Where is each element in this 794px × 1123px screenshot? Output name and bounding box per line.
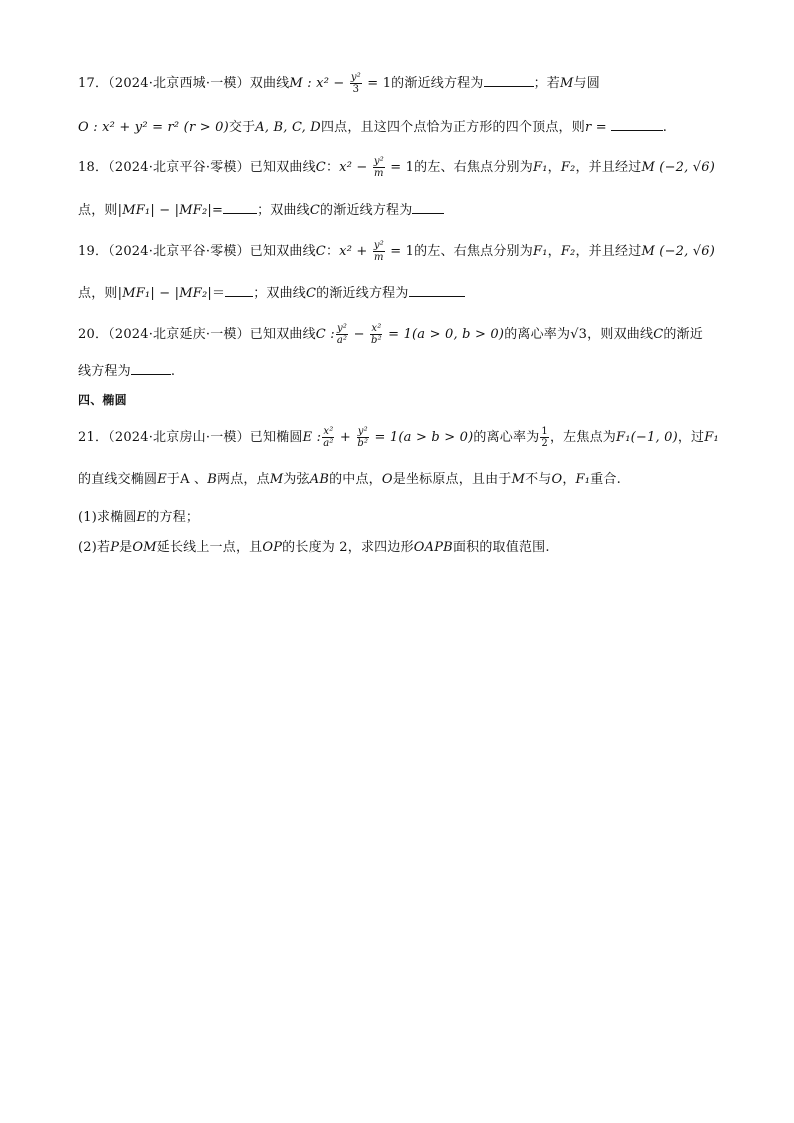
q21-l2-AB: AB (309, 472, 330, 487)
q19-F2: F₂ (560, 244, 576, 259)
q20-blank[interactable] (131, 362, 171, 375)
q21-line2 (78, 468, 621, 487)
q19-frac-den: m (374, 252, 384, 263)
q21-part2-text: (2)若 (78, 540, 111, 555)
q21-l2-m6: ， (562, 472, 576, 487)
q18-colon: ： (325, 160, 340, 175)
q19-blank-2[interactable] (409, 284, 465, 297)
section-heading: 四、椭圆 (78, 393, 127, 407)
q19-M: M (−2, √6) (641, 244, 716, 259)
q21-l2-E: E (157, 472, 167, 487)
q20-fraction-2 (370, 323, 383, 346)
q21-part2-OM: OM (132, 540, 157, 555)
q17-mid2: 交于 (228, 120, 256, 135)
q18-M: M (−2, √6) (641, 160, 716, 175)
q20-C: C : (315, 327, 335, 342)
q17-M: M (559, 76, 574, 91)
q18-fraction (373, 156, 385, 179)
q17-end: ；若 (533, 76, 560, 91)
q18-blank-2[interactable] (412, 201, 444, 214)
q18-frac-num: y² (373, 156, 384, 167)
q21-fraction-2 (356, 426, 369, 449)
q21-frac1-den: a² (323, 438, 334, 449)
q20-frac2-den: b² (371, 335, 382, 346)
q18-F2: F₂ (560, 160, 576, 175)
q20-tail: ，则双曲线 (587, 327, 654, 342)
q19-start: 点，则 (78, 286, 118, 301)
q20-eq: = 1(a > 0, b > 0) (383, 327, 505, 342)
q21-l2-m3: 的中点， (329, 472, 382, 487)
q18-C2: C (309, 203, 321, 218)
q17-line1 (78, 72, 600, 95)
q20-C2: C (653, 327, 664, 342)
q21-l2-M: M (269, 472, 284, 487)
q19-prefix: 19．（2024·北京平谷·零模）已知双曲线 (78, 244, 316, 259)
q17-r: r = (584, 120, 607, 135)
q21-l2-end: 重合. (590, 472, 621, 487)
q19-sep: ， (547, 244, 561, 259)
q21-frac2-den: b² (357, 438, 369, 449)
q19-C2: C (306, 286, 317, 301)
q19-C: C (315, 244, 326, 259)
q21-l2-mid: 于A 、 (166, 472, 208, 487)
q21-part2-d: 面积的取值范围. (452, 540, 550, 555)
q19-F1: F₁ (532, 244, 548, 259)
q19-line1 (78, 240, 715, 263)
q19-x2: x² + (339, 244, 372, 259)
q21-part1-end: 的方程； (146, 510, 200, 525)
q17-curve: M : x² − (289, 76, 349, 91)
q20-frac1-den: a² (336, 335, 348, 346)
q18-eq2: = (211, 203, 224, 218)
q20-line2 (78, 360, 175, 379)
q18-text2: 的渐近线方程为 (320, 203, 413, 218)
q21-fraction-1 (322, 426, 334, 449)
q18-expr: |MF₁| − |MF₂| (117, 203, 212, 218)
q17-frac-den: 3 (352, 84, 360, 95)
q19-eq2: ＝ (211, 286, 226, 301)
q18-eq: = 1 (385, 160, 415, 175)
q21-l2-O2: O (551, 472, 563, 487)
q21-part2-a: 是 (119, 540, 133, 555)
q19-text2: 的渐近线方程为 (316, 286, 409, 301)
q21-l2-B: B (207, 472, 217, 487)
q21-part2-OP: OP (262, 540, 283, 555)
q21-l2-m4: 是坐标原点，且由于 (392, 472, 512, 487)
q21-part1 (78, 506, 199, 525)
q21-E: E : (302, 430, 322, 445)
q18-sep: ， (547, 160, 561, 175)
q19-expr: |MF₁| − |MF₂| (117, 286, 212, 301)
q18-mid: ；双曲线 (257, 203, 310, 218)
q18-prefix: 18．（2024·北京平谷·零模）已知双曲线 (78, 160, 316, 175)
q20-frac2-num: x² (371, 323, 382, 334)
q21-part2-b: 延长线上一点，且 (156, 540, 263, 555)
q21-l2-m5: 不与 (525, 472, 552, 487)
q19-mid: ；双曲线 (253, 286, 306, 301)
q19-fraction (373, 240, 385, 263)
q21-part1-E: E (136, 510, 147, 525)
q17-mid: 的渐近线方程为 (391, 76, 484, 91)
q17-blank-2[interactable] (611, 118, 663, 131)
q20-text2: 线方程为 (78, 364, 131, 379)
q21-prefix: 21．（2024·北京房山·一模）已知椭圆 (78, 430, 303, 445)
q19-colon: ： (325, 244, 340, 259)
q21-F1b: F₁ (704, 430, 719, 445)
q21-plus: + (335, 430, 356, 445)
q21-frac2-num: y² (357, 426, 368, 437)
q20-line1 (78, 323, 703, 346)
q17-prefix: 17．（2024·北京西城·一模）双曲线 (78, 76, 290, 91)
q18-pass: ，并且经过 (575, 160, 642, 175)
q17-fraction (350, 72, 362, 95)
q18-F1: F₁ (532, 160, 548, 175)
q17-points: A, B, C, D (255, 120, 321, 135)
q18-blank-1[interactable] (223, 201, 257, 214)
q21-l2-O: O (381, 472, 393, 487)
q21-frac3-num: 1 (541, 426, 548, 437)
q20-e: √3 (570, 327, 588, 342)
q18-C: C (315, 160, 326, 175)
q21-end: ，过 (677, 430, 705, 445)
q21-text: 的离心率为 (473, 430, 540, 445)
q18-text: 的左、右焦点分别为 (414, 160, 533, 175)
q20-minus: − (349, 327, 369, 342)
q17-tail: 与圆 (573, 76, 600, 91)
q20-period: . (170, 364, 176, 379)
q20-prefix: 20．（2024·北京延庆·一模）已知双曲线 (78, 327, 316, 342)
q19-text: 的左、右焦点分别为 (414, 244, 533, 259)
q20-frac1-num: y² (337, 323, 348, 334)
q18-line2 (78, 199, 444, 218)
q21-fraction-half (540, 426, 549, 449)
q17-eq: = 1 (362, 76, 392, 91)
q19-frac-num: y² (373, 240, 384, 251)
q18-start: 点，则 (78, 203, 118, 218)
q21-l2-M2: M (511, 472, 526, 487)
q21-part2-quad: OAPB (413, 540, 453, 555)
q21-F1: F₁(−1, 0) (615, 430, 678, 445)
q21-l2-m1: 两点，点 (217, 472, 270, 487)
q19-eq: = 1 (385, 244, 415, 259)
q20-end: 的渐近 (663, 327, 703, 342)
q17-circle: O : x² + y² = r² (r > 0) (78, 120, 229, 135)
q19-pass: ，并且经过 (575, 244, 642, 259)
q19-blank-1[interactable] (225, 284, 253, 297)
q17-blank-1[interactable] (484, 74, 534, 87)
q21-part2-c: 的长度为 2，求四边形 (282, 540, 414, 555)
q18-frac-den: m (374, 168, 384, 179)
q21-eq: = 1(a > b > 0) (370, 430, 474, 445)
q21-part1-text: (1)求椭圆 (78, 510, 137, 525)
q21-part2-P: P (110, 540, 120, 555)
q21-l2-m2: 为弦 (283, 472, 310, 487)
q21-frac1-num: x² (323, 426, 334, 437)
q21-focus: ，左焦点为 (549, 430, 616, 445)
q17-frac-num: y² (350, 72, 361, 83)
q20-text: 的离心率为 (504, 327, 571, 342)
q19-line2 (78, 282, 465, 301)
q21-frac3-den: 2 (541, 438, 548, 449)
q18-x2: x² − (339, 160, 372, 175)
q18-line1 (78, 156, 715, 179)
q20-fraction-1 (336, 323, 348, 346)
q21-l2-F1: F₁ (575, 472, 591, 487)
q17-line2 (78, 116, 667, 135)
q17-period: . (662, 120, 668, 135)
q21-l2-text: 的直线交椭圆 (78, 472, 158, 487)
q21-line1 (78, 426, 719, 449)
q21-part2 (78, 536, 550, 555)
q17-text: 四点，且这四个点恰为正方形的四个顶点，则 (320, 120, 585, 135)
